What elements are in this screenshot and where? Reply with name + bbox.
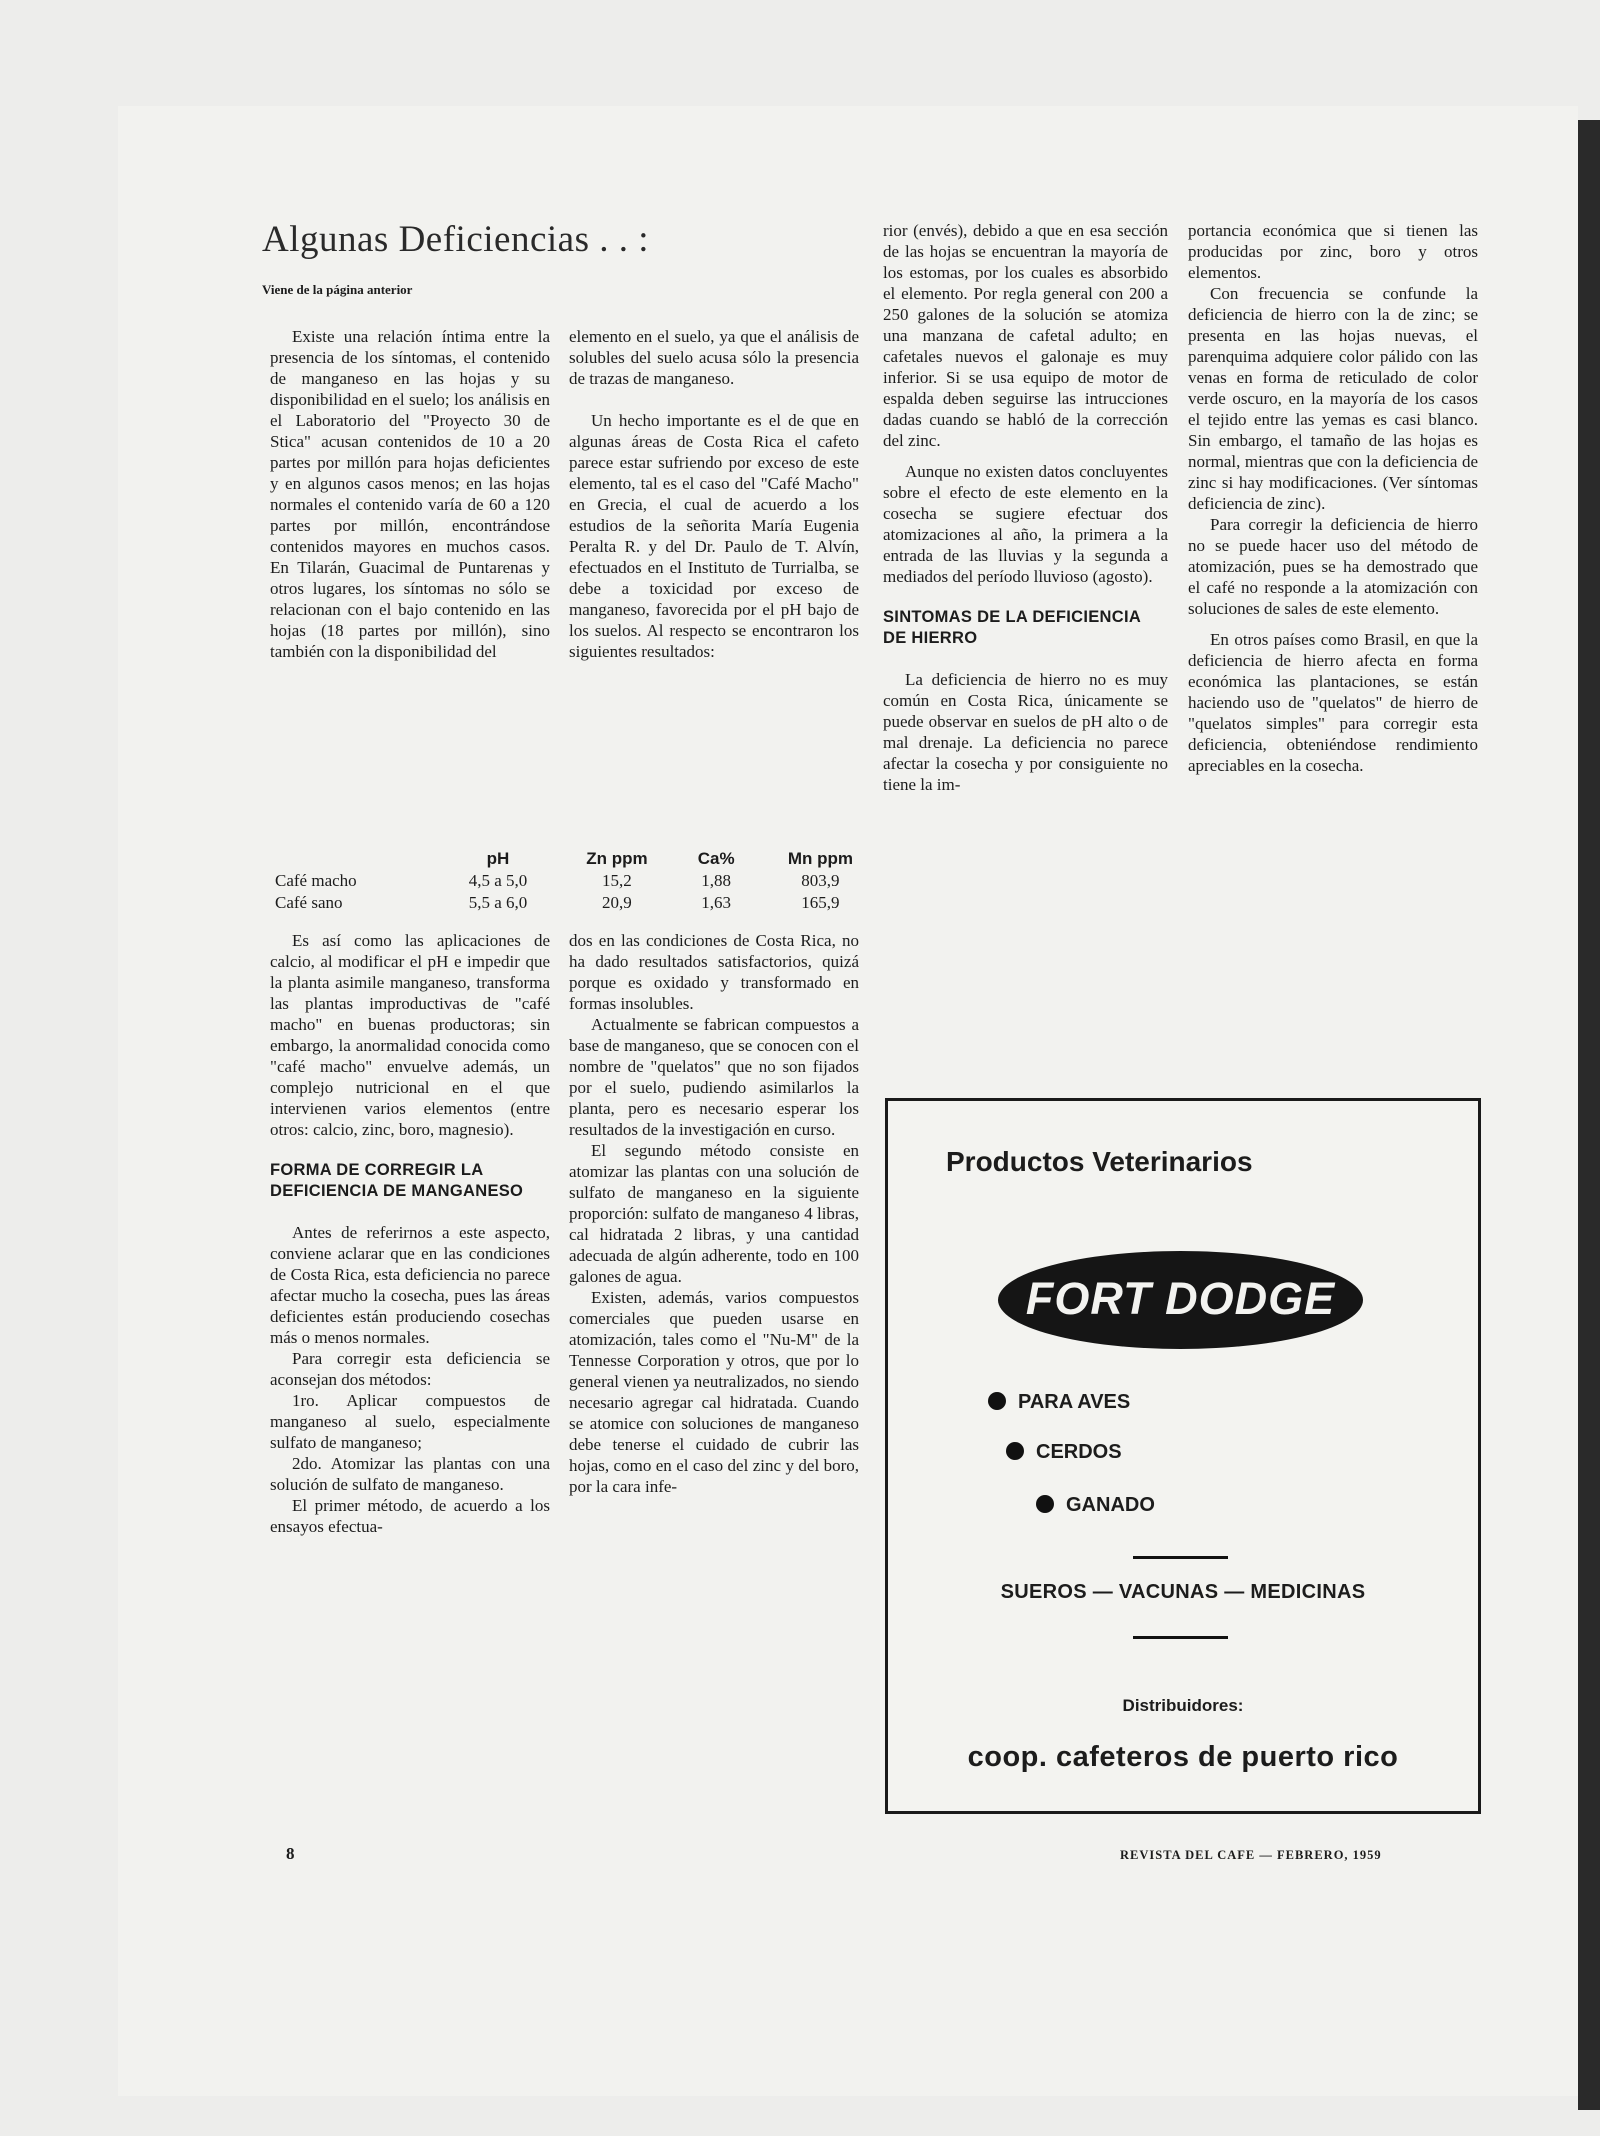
paragraph: El segundo método consiste en atomizar las plantas con una solución de sulfato de manganeso en la siguiente proporción: sulfato de manganeso 4 libras, cal hidratada 2 libras, y una cantidad adecuada de algún adherente, todo en 100 galones de agua. [569, 1141, 859, 1286]
page-number: 8 [286, 1844, 295, 1863]
paragraph: portancia económica que si tienen las producidas por zinc, boro y otros elementos. [1188, 221, 1478, 282]
results-table [275, 848, 875, 914]
paragraph: elemento en el suelo, ya que el análisis de solubles del suelo acusa sólo la presencia de trazas de manganeso. [569, 327, 859, 388]
table-cell: Café macho [275, 871, 357, 890]
ad-bullet-label: PARA AVES [1018, 1391, 1131, 1413]
ad-title: Productos Veterinarios [946, 1146, 1253, 1177]
article-continuation-note: Viene de la página anterior [262, 282, 413, 297]
paragraph: Existen, además, varios compuestos comerciales que pueden usarse en atomización, tales como el "Nu-M" de la Tennesse Corporation y otros, que por lo general vienen ya neutralizados, no siendo necesario agregar cal hidratada. Cuando se atomice con soluciones de manganeso debe tenerse el cuidado de cubrir las hojas, como en el caso del zinc y del boro, por la cara infe- [569, 1288, 859, 1496]
table-cell: Café sano [275, 893, 343, 912]
paragraph: Aunque no existen datos concluyentes sobre el efecto de este elemento en la cosecha se sugiere efectuar dos atomizaciones al año, la primera a la entrada de las lluvias y la segunda a mediados del período lluvioso (agosto). [883, 462, 1168, 586]
bullet-dot-icon [988, 1392, 1006, 1410]
table-cell: 803,9 [801, 871, 840, 890]
section-heading: FORMA DE CORREGIR LA DEFICIENCIA DE MANGANESO [270, 1161, 524, 1200]
brand-logo [998, 1251, 1363, 1349]
table-cell: 5,5 a 6,0 [468, 893, 528, 912]
table-cell: 20,9 [602, 893, 632, 912]
table-header: Mn ppm [787, 849, 853, 868]
ad-products-line: SUEROS — VACUNAS — MEDICINAS [1000, 1581, 1366, 1603]
paragraph: Un hecho importante es el de que en algunas áreas de Costa Rica el cafeto parece estar sufriendo por exceso de este elemento, tal es el caso del "Café Macho" en Grecia, el cual de acuerdo a los estudios de la señorita María Eugenia Peralta R. y del Dr. Paulo de T. Alvín, efectuados en el Instituto de Turrialba, se debe a toxicidad por exceso de manganeso, favorecida por el pH bajo de los suelos. Al respecto se encontraron los siguientes resultados: [569, 411, 859, 661]
column-4 [1188, 220, 1478, 776]
brand-name: FORT DODGE [1025, 1273, 1336, 1324]
ad-distributors-label: Distribuidores: [1122, 1696, 1244, 1715]
bullet-dot-icon [1006, 1442, 1024, 1460]
table-row [275, 892, 875, 914]
column-2-bottom [569, 930, 859, 1497]
paragraph: En otros países como Brasil, en que la deficiencia de hierro afecta en forma económica las plantaciones, se están haciendo uso de "quelatos" de hierro de "quelatos simples" para corregir esta deficiencia, obteniéndose rendimiento apreciables en la cosecha. [1188, 630, 1478, 775]
ad-bullet-item [1006, 1441, 1122, 1464]
advertisement-box [885, 1098, 1481, 1814]
paragraph: rior (envés), debido a que en esa sección de las hojas se encuentran la mayoría de los estomas, por los cuales es absorbido el elemento. Por regla general con 200 a 250 galones de la solución se atomiza una manzana de cafetal adulto; en cafetales nuevos el galonaje es muy inferior. Si se usa equipo de motor de espalda deben seguirse las intrucciones dadas cuando se habló de la corrección del zinc. [883, 221, 1168, 450]
paragraph: 2do. Atomizar las plantas con una solución de sulfato de manganeso. [270, 1454, 550, 1494]
ad-bullet-item [1036, 1494, 1155, 1517]
paragraph: Existe una relación íntima entre la presencia de los síntomas, el contenido de manganeso en las hojas y su disponibilidad en el suelo; los análisis en el Laboratorio del "Proyecto 30 de Stica" acusan contenidos de 10 a 20 partes por millón para hojas deficientes y en algunos casos menos; en las hojas normales el contenido varía de 60 a 120 partes por millón, encontrándose contenidos mayores en muchos casos. En Tilarán, Guacimal de Puntarenas y otros lugares, los síntomas no sólo se relacionan con el bajo contenido en las hojas (18 partes por millón), sino también con la disponibilidad del [270, 327, 550, 661]
column-1-bottom [270, 930, 550, 1537]
table-header: Zn ppm [586, 849, 648, 868]
paragraph: La deficiencia de hierro no es muy común en Costa Rica, únicamente se puede observar en suelos de pH alto o de mal drenaje. La deficiencia no parece afectar la cosecha y por consiguiente no tiene la im- [883, 670, 1168, 794]
column-1-top [270, 326, 550, 662]
paragraph: Es así como las aplicaciones de calcio, al modificar el pH e impedir que la planta asimile manganeso, transforma las plantas improductivas de "café macho" en buenas productoras; sin embargo, la anormalidad conocida como "café macho" envuelve además, un complejo nutricional en el que intervienen varios elementos (entre otros: calcio, zinc, boro, magnesio). [270, 931, 550, 1139]
divider [1133, 1636, 1228, 1639]
ad-distributor-name: coop. cafeteros de puerto rico [967, 1741, 1399, 1773]
table-header: pH [486, 849, 510, 868]
divider [1133, 1556, 1228, 1559]
table-cell: 1,88 [701, 871, 732, 890]
paragraph: El primer método, de acuerdo a los ensayos efectua- [270, 1496, 550, 1536]
paragraph: Actualmente se fabrican compuestos a base de manganeso, que se conocen con el nombre de "quelatos" que no son fijados por el suelo, pudiendo asimilarlos la planta, pero es necesario esperar los resultados de la investigación en curso. [569, 1015, 859, 1139]
table-header: Ca% [697, 849, 735, 868]
table-cell: 15,2 [602, 871, 632, 890]
table-header-row [275, 848, 875, 870]
ad-bullet-label: GANADO [1066, 1494, 1155, 1516]
paragraph: Antes de referirnos a este aspecto, conviene aclarar que en las condiciones de Costa Rica, esta deficiencia no parece afectar mucho la cosecha, pues las áreas deficientes están produciendo cosechas más o menos normales. [270, 1223, 550, 1347]
table-row [275, 870, 875, 892]
table-cell: 4,5 a 5,0 [468, 871, 528, 890]
column-3 [883, 220, 1168, 795]
paragraph: Para corregir la deficiencia de hierro no se puede hacer uso del método de atomización, pues se ha demostrado que el café no responde a la atomización con soluciones de sales de este elemento. [1188, 515, 1478, 618]
table-cell: 165,9 [801, 893, 840, 912]
publication-footer: REVISTA DEL CAFE — FEBRERO, 1959 [1120, 1848, 1382, 1862]
paragraph: 1ro. Aplicar compuestos de manganeso al suelo, especialmente sulfato de manganeso; [270, 1391, 550, 1452]
article-title: Algunas Deficiencias . . : [262, 219, 649, 260]
adjacent-page-edge [1578, 120, 1600, 2110]
paragraph: dos en las condiciones de Costa Rica, no ha dado resultados satisfactorios, quizá porque es oxidado y transformado en formas insolubles. [569, 931, 859, 1013]
paragraph: Para corregir esta deficiencia se aconsejan dos métodos: [270, 1349, 550, 1389]
ad-bullet-item [988, 1391, 1130, 1414]
bullet-dot-icon [1036, 1495, 1054, 1513]
table-cell: 1,63 [701, 893, 732, 912]
section-heading: SINTOMAS DE LA DEFICIENCIA DE HIERRO [883, 608, 1141, 647]
paragraph: Con frecuencia se confunde la deficiencia de hierro con la de zinc; se presenta en las hojas nuevas, el parenquima adquiere color pálido con las venas en forma de reticulado de color verde oscuro, en la mayoría de los casos el tejido entre las yemas es casi blanco. Sin embargo, el tamaño de las hojas es normal, mientras que con la deficiencia de zinc si hay modificaciones. (Ver síntomas deficiencia de zinc). [1188, 284, 1478, 513]
table-header [275, 848, 429, 870]
column-2-top [569, 326, 859, 662]
ad-bullet-label: CERDOS [1036, 1441, 1122, 1463]
